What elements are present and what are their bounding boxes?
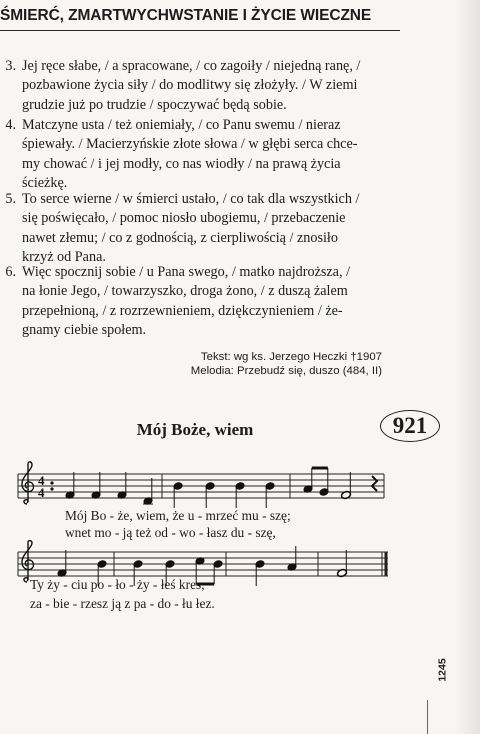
- lyrics-staff2-line1: [30, 577, 205, 593]
- lyric-line: Mój Bo - że, wiem, że u - mrzeć mu - szę;: [65, 508, 291, 523]
- verse-1: [0, 57, 390, 115]
- header-rule: [0, 30, 400, 31]
- time-signature-bottom: 4: [38, 485, 45, 500]
- time-signature: [38, 473, 45, 500]
- page-number: 1245: [437, 658, 450, 682]
- song-number-badge: [380, 410, 440, 442]
- lyrics-staff1-line2: [65, 525, 276, 541]
- time-signature-top: 4: [38, 473, 45, 488]
- verse-text: grudzie już po trudzie / spoczywać będą sobie.: [22, 96, 287, 113]
- text-credit: Tekst: wg ks. Jerzego Heczki †1907: [200, 351, 382, 363]
- verse-line: [0, 190, 390, 209]
- verse-line: [0, 263, 390, 282]
- verse-text: To serce wierne / w śmierci ustało, / co tak dla wszystkich /: [22, 191, 360, 207]
- song-number: 921: [392, 413, 428, 438]
- verse-text: krzyż od Pana.: [22, 249, 106, 266]
- verse-text: Więc spocznij sobie / u Pana swego, / matko najdroższa, /: [22, 264, 351, 280]
- verse-line: [0, 76, 390, 95]
- verse-text: przepełnioną, / z rozrzewnieniem, dziękczynieniem / że-: [22, 302, 343, 319]
- verse-line: [0, 116, 390, 135]
- rest: [372, 476, 377, 491]
- verse-text: na łonie Jego, / towarzyszko, droga żono, / z duszą żalem: [22, 283, 348, 300]
- verse-text: śpiewały. / Macierzyńskie złote słowa / w głębi serca chce-: [22, 136, 358, 153]
- lyrics-staff1-line1: [65, 508, 291, 524]
- verse-line: [0, 229, 390, 248]
- melody-credit: Melodia: Przebudź się, duszo (484, II): [190, 365, 382, 377]
- verse-3: [0, 190, 390, 268]
- verse-number: 6.: [5, 264, 16, 280]
- verse-line: [0, 155, 390, 174]
- verse-line: [0, 321, 390, 340]
- song-title: Mój Boże, wiem: [136, 420, 254, 439]
- verse-line: [0, 96, 390, 115]
- verse-4: [0, 263, 390, 341]
- music-staff-1: [0, 458, 400, 514]
- verse-line: [0, 57, 390, 76]
- section-header: ŚMIERĆ, ZMARTWYCHWSTANIE I ŻYCIE WIECZNE: [0, 7, 372, 24]
- verse-text: pozbawione życia siły / do modlitwy się złożyły. / W ziemi: [22, 77, 358, 94]
- verse-line: [0, 282, 390, 301]
- lyric-line: wnet mo - ją też od - wo - łasz du - szę,: [65, 525, 276, 540]
- verse-number: 5.: [5, 191, 16, 207]
- lyric-line: za - bie - rzesz ją z pa - do - łu łez.: [30, 596, 215, 611]
- credits: [150, 350, 382, 378]
- verse-text: gnamy ciebie społem.: [22, 322, 147, 339]
- margin-line: [427, 700, 428, 734]
- lyric-line: Ty ży - ciu po - ło - ży - łeś kres,: [30, 577, 205, 592]
- verse-line: [0, 209, 390, 228]
- verse-line: [0, 135, 390, 154]
- verse-line: [0, 302, 390, 321]
- verse-text: Jej ręce słabe, / a spracowane, / co zagoiły / niejedną ranę, /: [22, 58, 361, 74]
- verse-text: nawet złemu; / co z godnością, z cierpliwością / znosiło: [22, 229, 338, 246]
- verse-2: [0, 116, 390, 194]
- verse-text: Matczyne usta / też oniemiały, / co Panu swemu / nieraz: [22, 117, 341, 133]
- lyrics-staff2-line2: [30, 596, 215, 612]
- verse-text: się poświęcało, / pomoc niosło ubogiemu, / przebaczenie: [22, 210, 346, 227]
- verse-number: 3.: [5, 58, 16, 74]
- verse-text: ścieżkę.: [22, 175, 68, 192]
- page-edge-shadow: [455, 0, 480, 734]
- verse-text: my chować / i jej modły, co nas wiodły / na prawą życia: [22, 155, 341, 172]
- verse-number: 4.: [5, 117, 16, 133]
